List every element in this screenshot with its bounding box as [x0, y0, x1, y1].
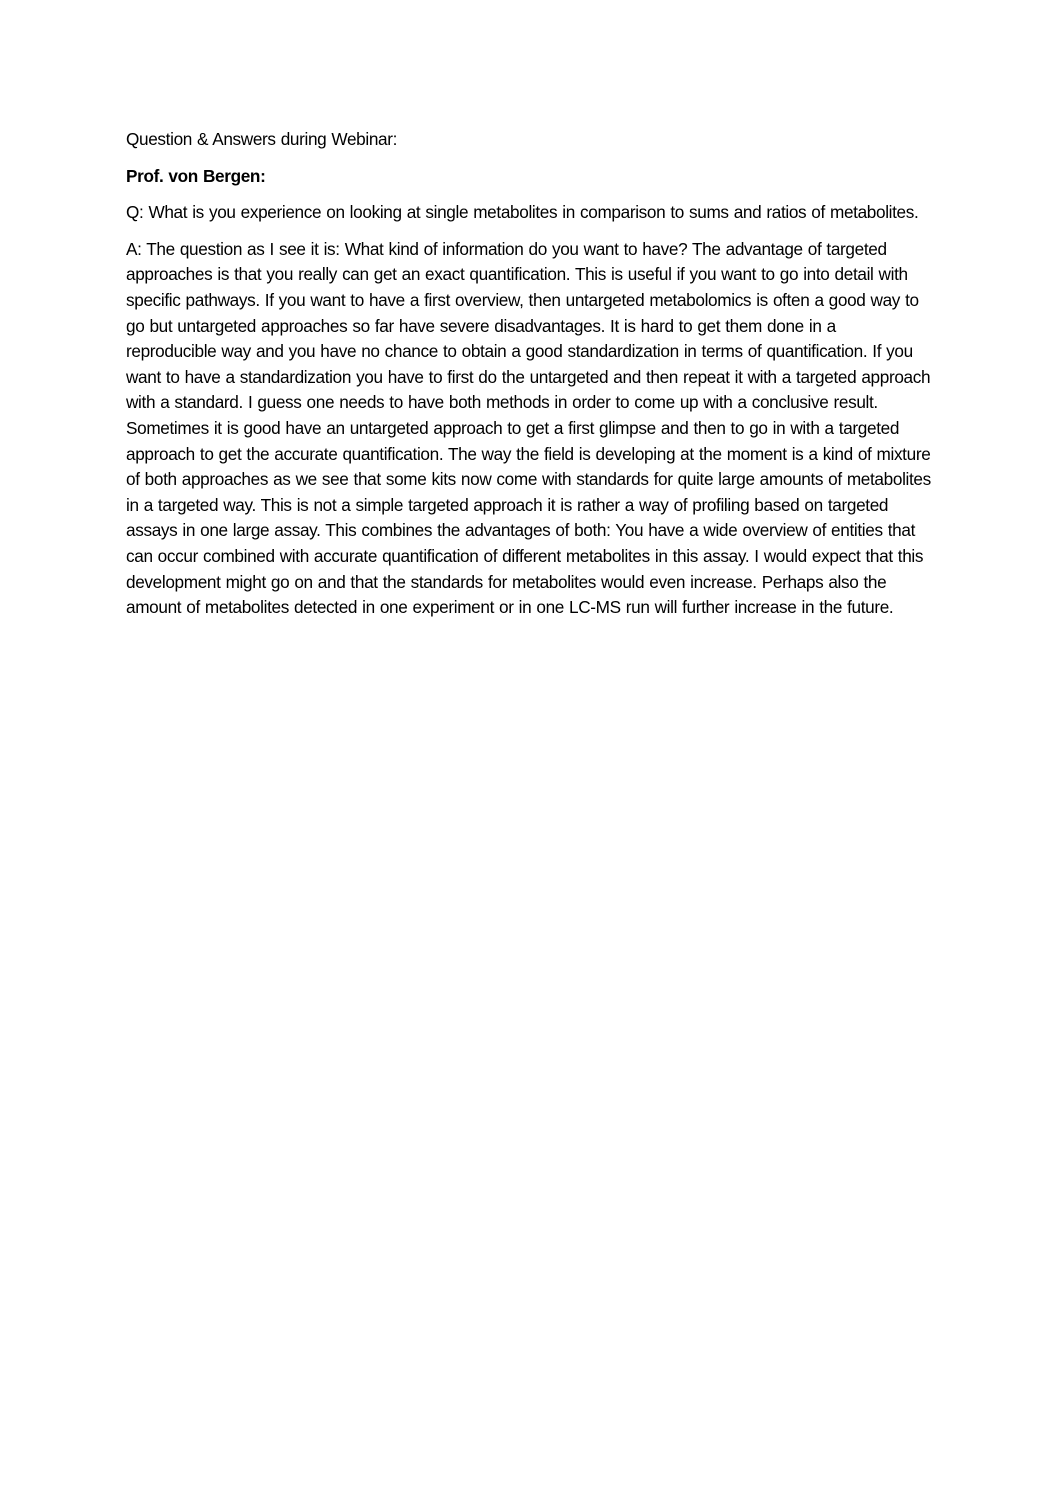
document-body [126, 127, 931, 632]
question-paragraph: Q: What is you experience on looking at single metabolites in comparison to sums and ratios of metabolites. [126, 202, 919, 223]
intro-line: Question & Answers during Webinar: [126, 129, 398, 149]
answer-paragraph: A: The question as I see it is: What kind of information do you want to have? The advantage of targeted approaches is that you really can get an exact quantification. This is useful if you want to go into detail with specific pathways. If you want to have a first overview, then untargeted metabolomics is often a good way to go but untargeted approaches so far have severe disadvantages. It is hard to get them done in a reproducible way and you have no chance to obtain a good standardization in terms of quantification. If you want to have a standardization you have to first do the untargeted and then repeat it with a targeted approach with a standard. I guess one needs to have both methods in order to come up with a conclusive result. Sometimes it is good have an untargeted approach to get a first glimpse and then to go in with a targeted approach to get the accurate quantification. The way the field is developing at the moment is a kind of mixture of both approaches as we see that some kits now come with standards for quite large amounts of metabolites in a targeted way. This is not a simple targeted approach it is rather a way of profiling based on targeted assays in one large assay. This combines the advantages of both: You have a wide overview of entities that can occur combined with accurate quantification of different metabolites in this assay. I would expect that this development might go on and that the standards for metabolites would even increase. Perhaps also the amount of metabolites detected in one experiment or in one LC-MS run will further increase in the future. [126, 238, 931, 618]
speaker-heading: Prof. von Bergen: [126, 165, 266, 186]
